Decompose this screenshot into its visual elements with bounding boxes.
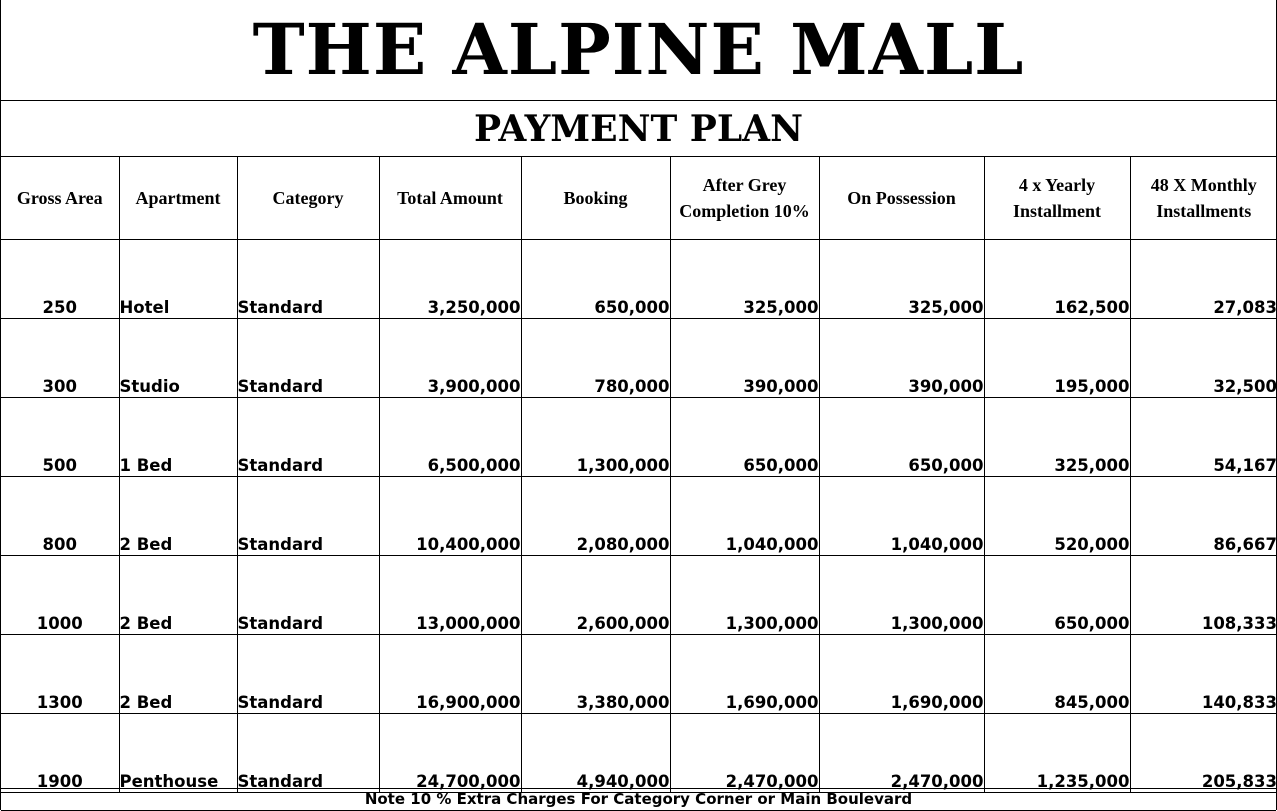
cell-gross-area: 1300	[1, 635, 119, 714]
table-row	[1, 714, 1277, 793]
cell-gross-area: 300	[1, 319, 119, 398]
cell-gross-area: 500	[1, 398, 119, 477]
cell-yearly-installment: 325,000	[984, 398, 1130, 477]
cell-category: Standard	[237, 635, 379, 714]
cell-after-grey-completion: 2,470,000	[670, 714, 819, 793]
cell-monthly-installment: 54,167	[1130, 398, 1277, 477]
cell-yearly-installment: 520,000	[984, 477, 1130, 556]
sheet-subtitle: PAYMENT PLAN	[473, 107, 804, 150]
footnote-row	[1, 788, 1276, 811]
cell-on-possession: 390,000	[819, 319, 984, 398]
header-after-grey-completion: After Grey Completion 10%	[670, 157, 819, 240]
cell-booking: 3,380,000	[521, 635, 670, 714]
cell-on-possession: 650,000	[819, 398, 984, 477]
cell-yearly-installment: 195,000	[984, 319, 1130, 398]
table-row	[1, 556, 1277, 635]
cell-after-grey-completion: 650,000	[670, 398, 819, 477]
cell-total-amount: 3,900,000	[379, 319, 521, 398]
cell-booking: 780,000	[521, 319, 670, 398]
cell-apartment: 2 Bed	[119, 635, 237, 714]
cell-monthly-installment: 86,667	[1130, 477, 1277, 556]
cell-category: Standard	[237, 477, 379, 556]
cell-monthly-installment: 27,083	[1130, 240, 1277, 319]
cell-after-grey-completion: 1,300,000	[670, 556, 819, 635]
cell-on-possession: 2,470,000	[819, 714, 984, 793]
cell-gross-area: 1000	[1, 556, 119, 635]
cell-apartment: 2 Bed	[119, 556, 237, 635]
table-row	[1, 398, 1277, 477]
cell-yearly-installment: 845,000	[984, 635, 1130, 714]
table-row	[1, 635, 1277, 714]
cell-apartment: Hotel	[119, 240, 237, 319]
cell-total-amount: 3,250,000	[379, 240, 521, 319]
cell-on-possession: 1,690,000	[819, 635, 984, 714]
cell-after-grey-completion: 325,000	[670, 240, 819, 319]
cell-monthly-installment: 140,833	[1130, 635, 1277, 714]
cell-monthly-installment: 205,833	[1130, 714, 1277, 793]
cell-gross-area: 1900	[1, 714, 119, 793]
payment-plan-table	[1, 156, 1277, 793]
cell-gross-area: 250	[1, 240, 119, 319]
cell-on-possession: 1,040,000	[819, 477, 984, 556]
header-gross-area: Gross Area	[1, 157, 119, 240]
header-on-possession: On Possession	[819, 157, 984, 240]
header-apartment: Apartment	[119, 157, 237, 240]
table-row	[1, 477, 1277, 556]
subtitle-banner	[1, 101, 1276, 156]
cell-apartment: Studio	[119, 319, 237, 398]
cell-booking: 650,000	[521, 240, 670, 319]
table-row	[1, 240, 1277, 319]
header-yearly-installment: 4 x Yearly Installment	[984, 157, 1130, 240]
cell-total-amount: 16,900,000	[379, 635, 521, 714]
header-total-amount: Total Amount	[379, 157, 521, 240]
cell-apartment: 1 Bed	[119, 398, 237, 477]
cell-booking: 1,300,000	[521, 398, 670, 477]
cell-category: Standard	[237, 714, 379, 793]
cell-apartment: Penthouse	[119, 714, 237, 793]
cell-after-grey-completion: 390,000	[670, 319, 819, 398]
cell-on-possession: 1,300,000	[819, 556, 984, 635]
cell-category: Standard	[237, 319, 379, 398]
header-category: Category	[237, 157, 379, 240]
header-booking: Booking	[521, 157, 670, 240]
cell-on-possession: 325,000	[819, 240, 984, 319]
cell-yearly-installment: 650,000	[984, 556, 1130, 635]
cell-category: Standard	[237, 398, 379, 477]
cell-total-amount: 24,700,000	[379, 714, 521, 793]
cell-after-grey-completion: 1,690,000	[670, 635, 819, 714]
cell-monthly-installment: 108,333	[1130, 556, 1277, 635]
footnote-text: Note 10 % Extra Charges For Category Corner or Main Boulevard	[364, 790, 913, 808]
cell-yearly-installment: 162,500	[984, 240, 1130, 319]
cell-after-grey-completion: 1,040,000	[670, 477, 819, 556]
header-monthly-installments: 48 X Monthly Installments	[1130, 157, 1277, 240]
cell-gross-area: 800	[1, 477, 119, 556]
title-banner	[1, 0, 1276, 101]
sheet-title: THE ALPINE MALL	[252, 8, 1025, 91]
table-row	[1, 319, 1277, 398]
header-row	[1, 157, 1277, 240]
cell-apartment: 2 Bed	[119, 477, 237, 556]
cell-booking: 2,600,000	[521, 556, 670, 635]
cell-category: Standard	[237, 556, 379, 635]
cell-booking: 4,940,000	[521, 714, 670, 793]
cell-total-amount: 10,400,000	[379, 477, 521, 556]
cell-monthly-installment: 32,500	[1130, 319, 1277, 398]
cell-total-amount: 13,000,000	[379, 556, 521, 635]
cell-booking: 2,080,000	[521, 477, 670, 556]
cell-total-amount: 6,500,000	[379, 398, 521, 477]
cell-yearly-installment: 1,235,000	[984, 714, 1130, 793]
cell-category: Standard	[237, 240, 379, 319]
